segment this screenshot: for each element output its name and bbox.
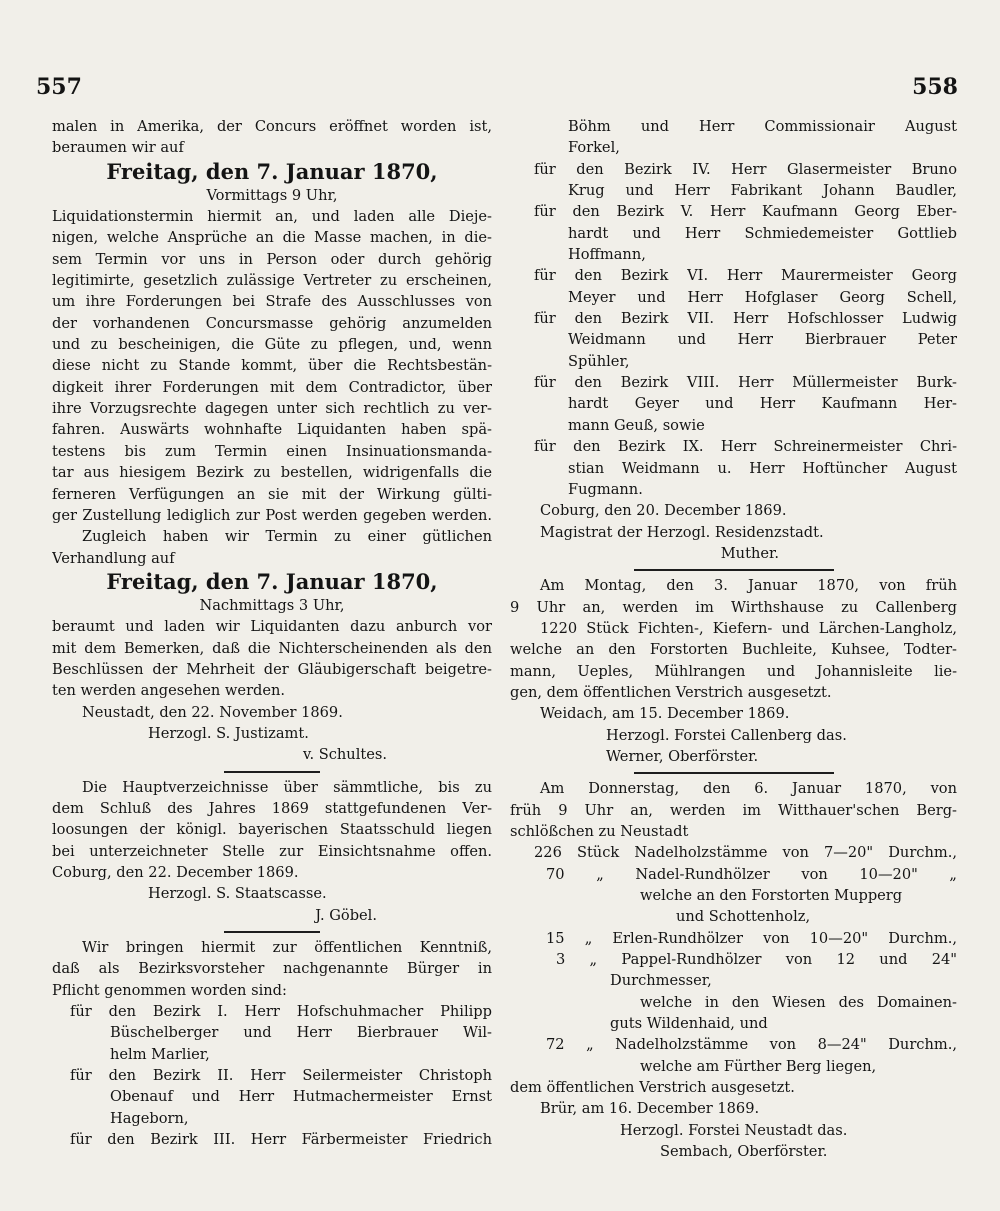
text-line: nigen, welche Ansprüche an die Masse machen, in die- (52, 229, 492, 247)
signature-authority: Herzogl. S. Justizamt. (148, 724, 309, 742)
text-line: ten werden angesehen werden. (52, 682, 286, 700)
text-line: Am Donnerstag, den 6. Januar 1870, von (540, 780, 957, 798)
signature-authority: Herzogl. Forstei Callenberg das. (606, 726, 847, 744)
text-line: um ihre Forderungen bei Strafe des Ausschlusses von (52, 293, 492, 311)
place-date: Coburg, den 22. December 1869. (52, 864, 299, 881)
place-date: Brür, am 16. December 1869. (540, 1100, 760, 1118)
text-line: Wir bringen hiermit zur öffentlichen Kenntniß, (82, 939, 492, 957)
list-item: für den Bezirk I. Herr Hofschuhmacher Philipp (70, 1003, 492, 1021)
text-line: loosungen der königl. bayerischen Staatsschuld liegen (52, 821, 492, 839)
wood-list-item: 70 „ Nadel-Rundhölzer von 10—20" „ (546, 865, 957, 883)
list-item: Forkel, (568, 139, 620, 157)
text-line: Verhandlung auf (52, 549, 175, 567)
page-number-left: 557 (36, 74, 82, 100)
list-item: Spühler, (568, 352, 630, 370)
text-line: Zugleich haben wir Termin zu einer gütlichen (82, 528, 492, 546)
signature-authority: Herzogl. Forstei Neustadt das. (620, 1121, 848, 1139)
text-line: mann, Ueples, Mühlrangen und Johannisleite lie- (510, 662, 957, 680)
list-item: Böhm und Herr Commissionair August (568, 118, 957, 135)
list-item: für den Bezirk VI. Herr Maurermeister Georg (534, 267, 957, 285)
text-line: daß als Bezirksvorsteher nachgenannte Bürger in (52, 960, 492, 978)
list-item: Hoffmann, (568, 246, 646, 264)
text-line: mit dem Bemerken, daß die Nichterscheinenden als den (52, 639, 492, 657)
list-item: Weidmann und Herr Bierbrauer Peter (568, 331, 957, 349)
section-divider (510, 767, 957, 778)
place-date: Coburg, den 20. December 1869. (540, 502, 787, 520)
text-line: schlößchen zu Neustadt (510, 823, 689, 840)
text-line: Nachmittags 3 Uhr, (199, 596, 345, 614)
list-item: für den Bezirk VIII. Herr Müllermeister Burk- (534, 374, 957, 392)
signature-name: Sembach, Oberförster. (660, 1143, 828, 1161)
text-line: sem Termin vor uns in Person oder durch gehörig (52, 250, 492, 268)
date-heading: Freitag, den 7. Januar 1870, (106, 158, 438, 184)
list-item: für den Bezirk V. Herr Kaufmann Georg Eber- (534, 203, 957, 221)
text-line: der vorhandenen Concursmasse gehörig anzumelden (52, 314, 492, 332)
text-line: beraumt und laden wir Liquidanten dazu anburch vor (52, 618, 492, 636)
text-line: Am Montag, den 3. Januar 1870, von früh (540, 577, 957, 595)
text-line: früh 9 Uhr an, werden im Witthauer'schen Berg- (510, 801, 957, 819)
list-item: stian Weidmann u. Herr Hoftüncher August (568, 459, 957, 477)
text-line: beraumen wir auf (52, 139, 184, 157)
list-item: für den Bezirk VII. Herr Hofschlosser Ludwig (534, 310, 957, 328)
text-line: Beschlüssen der Mehrheit der Gläubigerschaft beigetre- (52, 660, 492, 678)
wood-list-item: 3 „ Pappel-Rundhölzer von 12 und 24" (556, 951, 957, 969)
signature-name: Muther. (720, 544, 779, 562)
wood-list-item: guts Wildenhaid, und (610, 1015, 768, 1033)
list-item: Krug und Herr Fabrikant Johann Baudler, (568, 182, 957, 200)
text-line: bei unterzeichneter Stelle zur Einsichtsnahme offen. (52, 842, 492, 860)
list-item: Obenauf und Herr Hutmachermeister Ernst (110, 1088, 492, 1106)
list-item: hardt und Herr Schmiedemeister Gottlieb (568, 224, 957, 242)
signature-name: v. Schultes. (302, 746, 387, 764)
list-item: Hageborn, (110, 1109, 189, 1127)
page-number-right: 558 (912, 74, 958, 100)
list-item: Büschelberger und Herr Bierbrauer Wil- (110, 1024, 492, 1042)
right-column (510, 116, 957, 1163)
text-line: Die Hauptverzeichnisse über sämmtliche, bis zu (82, 778, 492, 796)
list-item: Fugmann. (568, 480, 643, 498)
text-line: tar aus hiesigem Bezirk zu bestellen, widrigenfalls die (52, 464, 492, 482)
text-line: 1220 Stück Fichten-, Kiefern- und Lärchen-Langholz, (540, 619, 957, 637)
text-line: legitimirte, gesetzlich zulässige Vertreter zu erscheinen, (52, 272, 492, 290)
text-line: testens bis zum Termin einen Insinuationsmanda- (52, 442, 492, 460)
wood-list-item: welche in den Wiesen des Domainen- (640, 993, 957, 1011)
list-item: für den Bezirk II. Herr Seilermeister Christoph (70, 1067, 492, 1085)
list-item: helm Marlier, (110, 1045, 210, 1063)
list-item: mann Geuß, sowie (568, 416, 705, 434)
wood-list-item: Durchmesser, (610, 972, 712, 990)
text-line: diese nicht zu Stande kommt, über die Rechtsbestän- (52, 357, 492, 375)
wood-list-item: 226 Stück Nadelholzstämme von 7—20" Durchm., (534, 844, 957, 862)
text-line: ihre Vorzugsrechte dagegen unter sich rechtlich zu ver- (52, 400, 492, 418)
wood-list-item: 15 „ Erlen-Rundhölzer von 10—20" Durchm., (546, 929, 957, 947)
place-date: Weidach, am 15. December 1869. (540, 705, 790, 723)
text-line: Liquidationstermin hiermit an, und laden alle Dieje- (52, 208, 492, 226)
text-line: digkeit ihrer Forderungen mit dem Contradictor, über (52, 378, 492, 396)
text-line: welche an den Forstorten Buchleite, Kuhsee, Todter- (510, 641, 957, 659)
list-item: hardt Geyer und Herr Kaufmann Her- (568, 395, 957, 413)
wood-list-item: welche an den Forstorten Mupperg (640, 887, 903, 905)
text-line: und zu bescheinigen, die Güte zu pflegen, und, wenn (52, 336, 492, 354)
text-line: malen in Amerika, der Concurs eröffnet worden ist, (52, 118, 492, 135)
list-item: Meyer und Herr Hofglaser Georg Schell, (568, 288, 957, 306)
text-line: Pflicht genommen worden sind: (52, 981, 287, 999)
signature-name: J. Göbel. (315, 906, 377, 924)
section-divider (52, 766, 492, 777)
text-line: 9 Uhr an, werden im Wirthshause zu Callenberg (510, 598, 957, 616)
text-line: dem Schluß des Jahres 1869 stattgefundenen Ver- (52, 799, 492, 817)
text-line: ferneren Verfügungen an sie mit der Wirkung gülti- (52, 485, 492, 503)
list-item: für den Bezirk IX. Herr Schreinermeister Chri- (534, 438, 957, 456)
wood-list-item: 72 „ Nadelholzstämme von 8—24" Durchm., (546, 1036, 957, 1054)
section-divider (510, 564, 957, 575)
list-item: für den Bezirk III. Herr Färbermeister Friedrich (70, 1131, 492, 1149)
text-line: dem öffentlichen Verstrich ausgesetzt. (510, 1079, 795, 1097)
place-date: Neustadt, den 22. November 1869. (82, 703, 343, 721)
wood-list-item: und Schottenholz, (676, 908, 811, 926)
date-heading: Freitag, den 7. Januar 1870, (106, 568, 438, 594)
section-divider (52, 926, 492, 937)
left-column (52, 116, 492, 1150)
signature-authority: Herzogl. S. Staatscasse. (148, 885, 327, 903)
signature-authority: Magistrat der Herzogl. Residenzstadt. (540, 523, 824, 541)
signature-name: Werner, Oberförster. (606, 747, 759, 765)
text-line: fahren. Auswärts wohnhafte Liquidanten haben spä- (52, 421, 492, 439)
text-line: gen, dem öffentlichen Verstrich ausgesetzt. (510, 683, 832, 701)
wood-list-item: welche am Fürther Berg liegen, (640, 1057, 877, 1075)
list-item: für den Bezirk IV. Herr Glasermeister Bruno (534, 160, 957, 178)
text-line: Vormittags 9 Uhr, (206, 186, 338, 204)
text-line: ger Zustellung lediglich zur Post werden gegeben werden. (52, 506, 492, 524)
